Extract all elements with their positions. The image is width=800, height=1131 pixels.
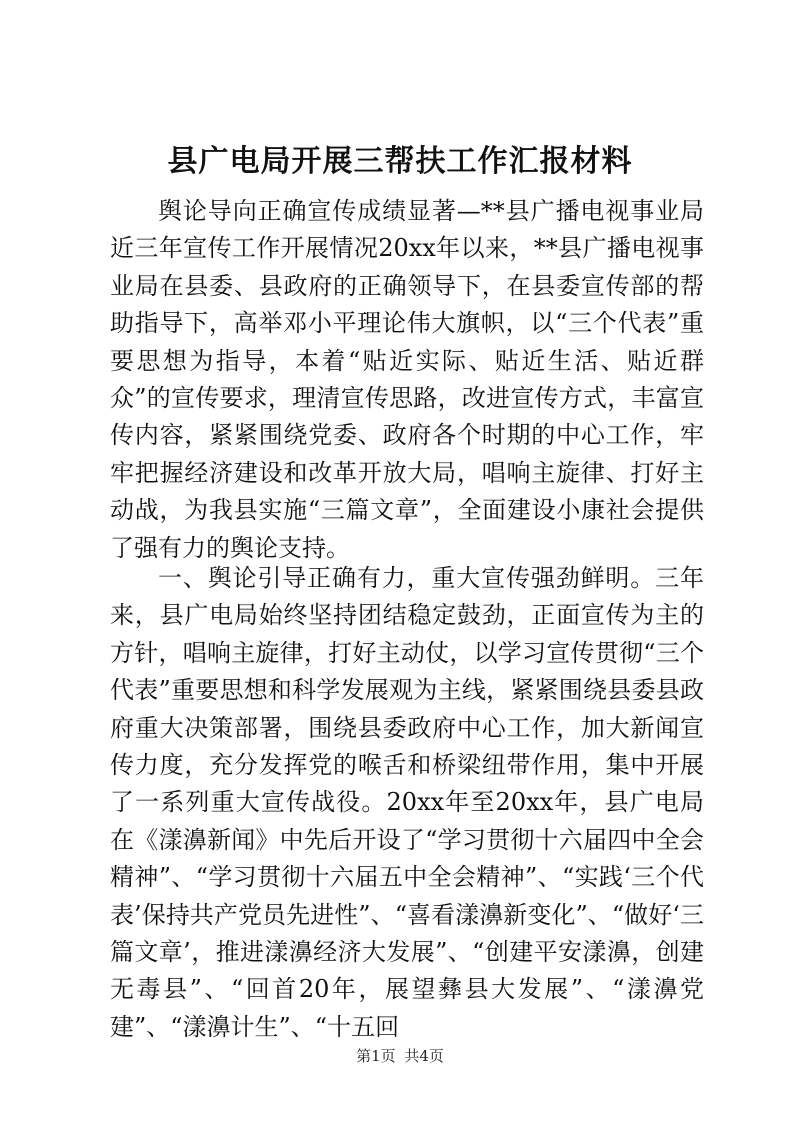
page-number: 第1页	[356, 1047, 396, 1065]
paragraph-section-one: 一、舆论引导正确有力，重大宣传强劲鲜明。三年来，县广电局始终坚持团结稳定鼓劲，正面宣传为主的方针，唱响主旋律，打好主动仗，以学习宣传贯彻“三个代表”重要思想和科学发展观为主线，紧紧围绕县委县政府重大决策部署，围绕县委政府中心工作，加大新闻宣传力度，充分发挥党的喉舌和桥梁纽带作用，集中开展了一系列重大宣传战役。20xx年至20xx年，县广电局在《漾濞新闻》中先后开设了“学习贯彻十六届四中全会精神”、“学习贯彻十六届五中全会精神”、“实践‘三个代表’保持共产党员先进性”、“喜看漾濞新变化”、“做好‘三篇文章’，推进漾濞经济大发展”、“创建平安漾濞，创建无毒县”、“回首20年，展望彝县大发展”、“漾濞党建”、“漾濞计生”、“十五回	[110, 564, 704, 1041]
page-footer	[0, 1046, 800, 1066]
page-total: 共4页	[404, 1047, 444, 1065]
paragraph-intro: 舆论导向正确宣传成绩显著—**县广播电视事业局近三年宣传工作开展情况20xx年以来，**县广播电视事业局在县委、县政府的正确领导下，在县委宣传部的帮助指导下，高举邓小平理论伟大旗帜，以“三个代表”重要思想为指导，本着“贴近实际、贴近生活、贴近群众”的宣传要求，理清宣传思路，改进宣传方式，丰富宣传内容，紧紧围绕党委、政府各个时期的中心工作，牢牢把握经济建设和改革开放大局，唱响主旋律、打好主动战，为我县实施“三篇文章”，全面建设小康社会提供了强有力的舆论支持。	[110, 197, 704, 562]
document-title: 县广电局开展三帮扶工作汇报材料	[167, 144, 633, 179]
